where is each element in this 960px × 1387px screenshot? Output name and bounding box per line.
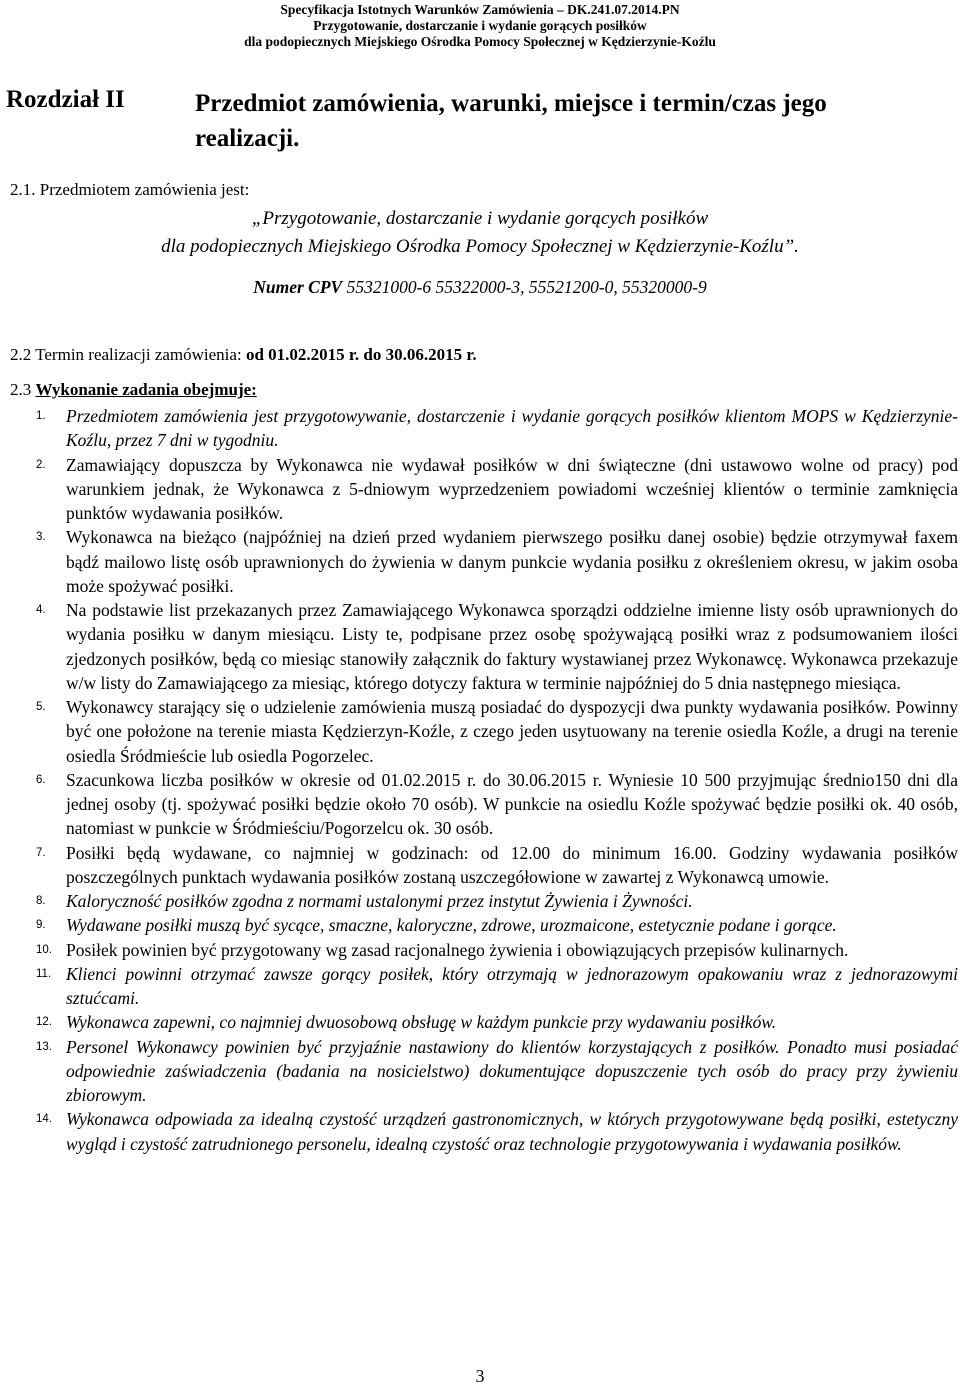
list-item [36,938,958,962]
list-item-text: Zamawiający dopuszcza by Wykonawca nie wydawał posiłków w dni świąteczne (dni ustawowo wolne od pracy) pod warunkiem jednak, że Wykonawca z 5-dniowym wyprzedzeniem powiadomi wcześniej klientów o terminie zamknięcia punktów wydawania posiłków. [66,454,958,523]
order-subject [0,205,960,261]
list-item-number: 1. [36,410,46,422]
list-item-number: 2. [36,458,46,471]
list-item-number: 12. [36,1016,52,1029]
list-item-number: 10. [36,943,52,956]
list-item-number: 13. [36,1040,52,1053]
list-item-text: Wykonawcy starający się o udzielenie zamówienia muszą posiadać do dyspozycji dwa punkty wydawania posiłków. Powinny być one położone na terenie miasta Kędzierzyn-Koźle, z czego jeden usytuowany na terenie osiedla Koźle, a drugi na terenie osiedla Śródmieście lub osiedla Pogorzelec. [66,697,958,766]
list-item [36,889,958,913]
chapter-title: Przedmiot zamówienia, warunki, miejsce i termin/czas jego realizacji. [195,90,827,152]
section-2-3-number: 2.3 [10,380,32,399]
list-item [36,695,958,768]
list-item [36,453,958,526]
list-item [36,525,958,598]
section-2-3 [10,380,257,400]
list-item [36,1010,958,1034]
list-item-text: Posiłek powinien być przygotowany wg zasad racjonalnego żywienia i obowiązujących przepisów kulinarnych. [66,939,849,960]
list-item [36,962,958,1011]
list-item-text: Wykonawca na bieżąco (najpóźniej na dzień przed wydaniem pierwszego posiłku danej osobie) będzie otrzymywał faxem bądź mailowo listę osób uprawnionych do żywienia w danym punkcie wydania posiłku z określeniem okresu, w jakim osoba może spożywać posiłki. [66,527,958,596]
cpv-codes: 55321000-6 55322000-3, 55521200-0, 55320000-9 [346,277,707,297]
deadline-value: od 01.02.2015 r. do 30.06.2015 r. [245,345,477,364]
order-subject-line-1: „Przygotowanie, dostarczanie i wydanie gorących posiłków [251,208,709,229]
task-list [36,404,958,1156]
list-item [36,1035,958,1108]
page-number: 3 [475,1366,485,1386]
cpv-label: Numer CPV [253,277,343,297]
cpv-codes-line [0,277,960,298]
header-line-3: dla podopiecznych Miejskiego Ośrodka Pomocy Społecznej w Kędzierzynie-Koźlu [244,34,716,49]
document-header [0,2,960,50]
list-item-text: Klienci powinni otrzymać zawsze gorący posiłek, który otrzymają w jednorazowym opakowaniu wraz z jednorazowymi sztućcami. [66,963,958,1008]
list-item-text: Szacunkowa liczba posiłków w okresie od 01.02.2015 r. do 30.06.2015 r. Wyniesie 10 500 przyjmując średnio150 dni dla jednej osoby (tj. spożywać posiłki będzie około 70 osób). W punkcie na osiedlu Koźle spożywać będzie posiłki ok. 40 osób, natomiast w punkcie w Śródmieściu/Pogorzelcu ok. 30 osób. [66,769,958,839]
list-item-number: 3. [36,531,46,544]
list-item [36,1107,958,1156]
section-2-1-intro: 2.1. Przedmiotem zamówienia jest: [10,180,250,199]
list-item [36,768,958,841]
list-item-number: 7. [36,846,46,859]
list-item [36,841,958,890]
chapter-label: Rozdział II [6,86,125,113]
list-item-number: 6. [36,773,46,786]
list-item-number: 11. [36,967,52,980]
deadline-label: 2.2 Termin realizacji zamówienia: [10,345,242,364]
section-2-3-label: Wykonanie zadania obejmuje: [35,380,257,399]
order-subject-line-2: dla podopiecznych Miejskiego Ośrodka Pomocy Społecznej w Kędzierzynie-Koźlu”. [161,236,799,257]
list-item-text: Na podstawie list przekazanych przez Zamawiającego Wykonawca sporządzi oddzielne imienne listy osób uprawnionych do wydania posiłku w danym miesiącu. Listy te, podpisane przez osobę spożywającą posiłki wraz z podsumowaniem ilości zjedzonych posiłków, będą co miesiąc stanowiły załącznik do faktury wystawianej przez Wykonawcę. Wykonawca przekazuje w/w listy do Zamawiającego za miesiąc, którego dotyczy faktura w terminie najpóźniej do 5 dnia następnego miesiąca. [66,600,958,693]
list-item-number: 5. [36,701,46,713]
list-item [36,404,958,453]
list-item-text: Wydawane posiłki muszą być sycące, smaczne, kaloryczne, zdrowe, urozmaicone, estetycznie podane i gorące. [66,915,837,936]
header-line-1: Specyfikacja Istotnych Warunków Zamówienia – DK.241.07.2014.PN [280,2,680,17]
list-item-number: 4. [36,604,46,616]
list-item-text: Wykonawca odpowiada za idealną czystość urządzeń gastronomicznych, w których przygotowywane będą posiłki, estetyczny wygląd i czystość zatrudnionego personelu, idealną czystość oraz technologie przygotowywania i wydawania posiłków. [66,1109,958,1154]
list-item [36,598,958,695]
list-item-text: Kaloryczność posiłków zgodna z normami ustalonymi przez instytut Żywienia i Żywności. [66,891,693,911]
list-item-number: 14. [36,1113,52,1126]
list-item [36,913,958,937]
list-item-text: Posiłki będą wydawane, co najmniej w godzinach: od 12.00 do minimum 16.00. Godziny wydawania posiłków poszczególnych punktach wydawania posiłków zostaną uszczegółowione w zawartej z Wykonawcą umowie. [66,842,958,887]
list-item-text: Personel Wykonawcy powinien być przyjaźnie nastawiony do klientów korzystających z posiłków. Ponadto musi posiadać odpowiednie zaświadczenia (badania na nosicielstwo) dokumentujące dopuszczenie tych osób do pracy przy żywieniu zbiorowym. [66,1036,958,1105]
list-item-number: 8. [36,895,46,907]
list-item-number: 9. [36,919,46,932]
list-item-text: Wykonawca zapewni, co najmniej dwuosobową obsługę w każdym punkcie przy wydawaniu posiłków. [66,1012,777,1033]
header-line-2: Przygotowanie, dostarczanie i wydanie gorących posiłków [313,18,647,33]
section-2-2 [10,345,477,365]
list-item-text: Przedmiotem zamówienia jest przygotowywanie, dostarczenie i wydanie gorących posiłków klientom MOPS w Kędzierzynie-Koźlu, przez 7 dni w tygodniu. [66,406,958,451]
